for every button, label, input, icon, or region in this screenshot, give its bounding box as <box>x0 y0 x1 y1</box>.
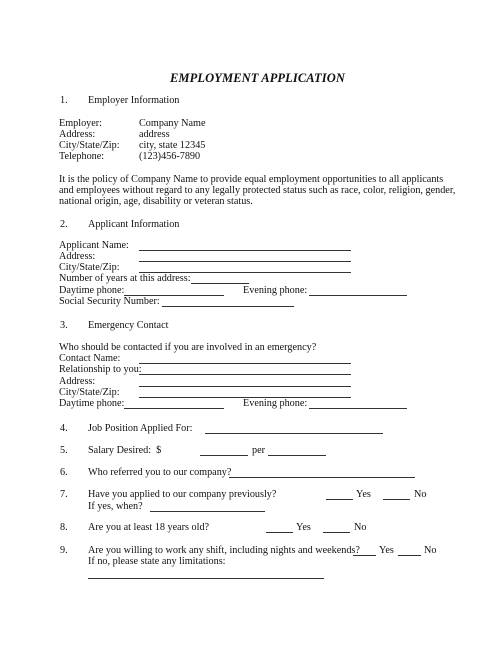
applied-previously-question: Have you applied to our company previously? <box>88 489 277 500</box>
page-title: EMPLOYMENT APPLICATION <box>170 71 346 85</box>
emergency-question: Who should be contacted if you are involved in an emergency? <box>59 342 317 353</box>
job-position-label: Job Position Applied For: <box>88 423 193 434</box>
shift-limitations-label: If no, please state any limitations: <box>88 556 226 567</box>
age-yes-label: Yes <box>296 522 311 533</box>
applicant-address-label: Address: <box>59 251 96 262</box>
applied-when-label: If yes, when? <box>88 501 143 512</box>
applied-previously-yes-label: Yes <box>356 489 371 500</box>
referral-label: Who referred you to our company? <box>88 467 232 478</box>
section-1-number: 1. <box>60 95 68 106</box>
relationship-field[interactable] <box>139 374 351 375</box>
age-question: Are you at least 18 years old? <box>88 522 210 533</box>
employer-city-label: City/State/Zip: <box>59 140 120 151</box>
applied-previously-no-label: No <box>414 489 427 500</box>
section-1-heading: Employer Information <box>88 95 180 106</box>
contact-name-label: Contact Name: <box>59 353 121 364</box>
ssn-label: Social Security Number: <box>59 296 160 307</box>
shift-no-label: No <box>424 545 437 556</box>
section-3-number: 3. <box>60 320 68 331</box>
salary-amount-field[interactable] <box>200 455 248 456</box>
applicant-daytime-phone-label: Daytime phone: <box>59 285 125 296</box>
section-4-number: 4. <box>60 423 68 434</box>
policy-line-1: It is the policy of Company Name to provide equal employment opportunities to all applicants <box>59 174 444 185</box>
section-2-heading: Applicant Information <box>88 219 180 230</box>
relationship-label: Relationship to you: <box>59 364 142 375</box>
policy-line-2: and employees without regard to any legally protected status such as race, color, religion, gender, <box>59 185 456 196</box>
shift-yes-field[interactable] <box>353 555 376 556</box>
section-7-number: 7. <box>60 489 68 500</box>
shift-question: Are you willing to work any shift, including nights and weekends? <box>88 545 360 556</box>
employer-telephone-value: (123)456-7890 <box>139 151 201 162</box>
age-no-label: No <box>354 522 367 533</box>
contact-address-field[interactable] <box>139 386 351 387</box>
contact-daytime-phone-field[interactable] <box>124 408 224 409</box>
section-6-number: 6. <box>60 467 68 478</box>
years-at-address-field[interactable] <box>191 283 249 284</box>
applicant-evening-phone-field[interactable] <box>309 295 407 296</box>
employer-city-value: city, state 12345 <box>139 140 206 151</box>
section-2-number: 2. <box>60 219 68 230</box>
years-at-address-label: Number of years at this address: <box>59 273 191 284</box>
applicant-evening-phone-label: Evening phone: <box>243 285 308 296</box>
age-no-field[interactable] <box>323 532 350 533</box>
contact-evening-phone-label: Evening phone: <box>243 398 308 409</box>
applicant-address-field[interactable] <box>139 261 351 262</box>
section-3-heading: Emergency Contact <box>88 320 169 331</box>
salary-per-label: per <box>252 445 266 456</box>
contact-city-label: City/State/Zip: <box>59 387 120 398</box>
contact-name-field[interactable] <box>139 363 351 364</box>
applicant-name-field[interactable] <box>139 250 351 251</box>
applicant-name-label: Applicant Name: <box>59 240 129 251</box>
contact-address-label: Address: <box>59 376 96 387</box>
policy-line-3: national origin, age, disability or veteran status. <box>59 196 253 207</box>
applicant-city-label: City/State/Zip: <box>59 262 120 273</box>
applied-previously-yes-field[interactable] <box>326 499 353 500</box>
applied-when-field[interactable] <box>150 511 265 512</box>
employer-telephone-label: Telephone: <box>59 151 105 162</box>
employer-value: Company Name <box>139 118 206 129</box>
section-5-number: 5. <box>60 445 68 456</box>
shift-no-field[interactable] <box>398 555 421 556</box>
section-9-number: 9. <box>60 545 68 556</box>
referral-field[interactable] <box>229 477 415 478</box>
applied-previously-no-field[interactable] <box>383 499 410 500</box>
job-position-field[interactable] <box>205 433 383 434</box>
salary-label: Salary Desired: $ <box>88 445 162 456</box>
employer-address-value: address <box>139 129 170 140</box>
employer-label: Employer: <box>59 118 103 129</box>
employer-address-label: Address: <box>59 129 96 140</box>
shift-limitations-field[interactable] <box>88 578 324 579</box>
section-8-number: 8. <box>60 522 68 533</box>
age-yes-field[interactable] <box>266 532 293 533</box>
salary-period-field[interactable] <box>268 455 326 456</box>
ssn-field[interactable] <box>162 306 294 307</box>
contact-daytime-phone-label: Daytime phone: <box>59 398 125 409</box>
shift-yes-label: Yes <box>379 545 394 556</box>
contact-evening-phone-field[interactable] <box>309 408 407 409</box>
